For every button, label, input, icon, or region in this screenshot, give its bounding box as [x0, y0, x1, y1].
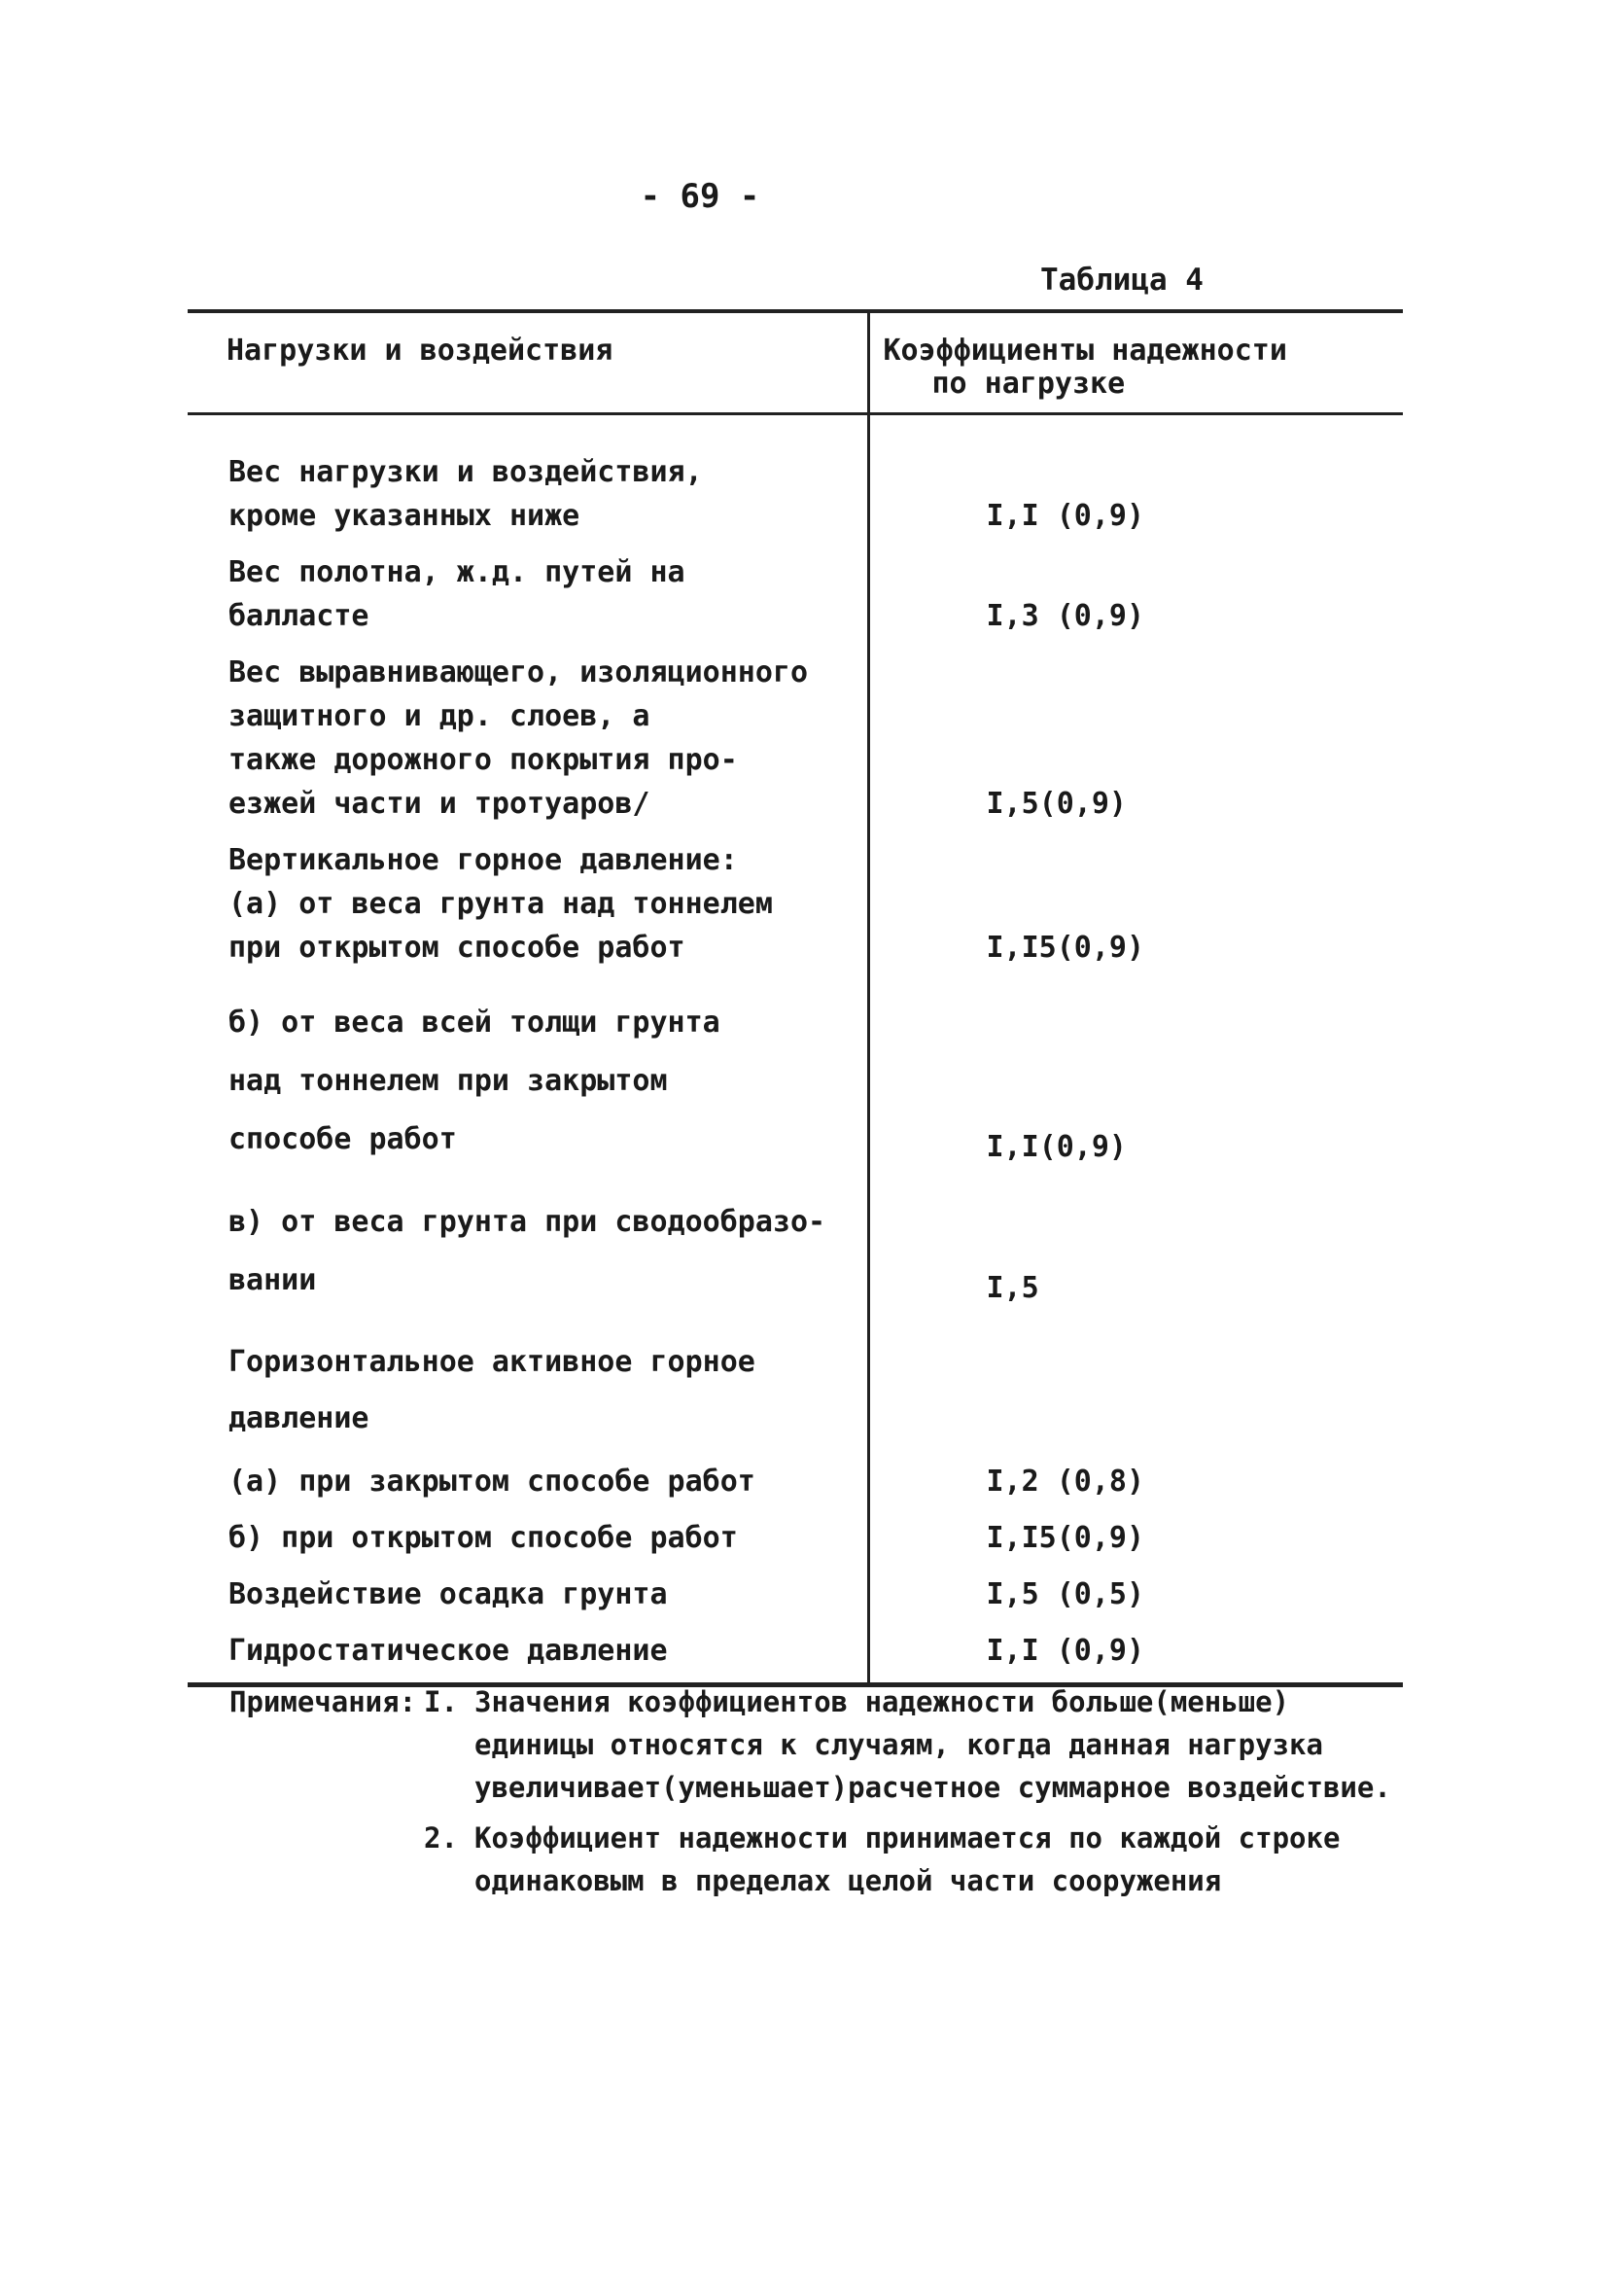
load-coefficient: I,2 (0,8) [868, 1448, 1403, 1504]
table-header-row [188, 311, 1403, 414]
load-coefficient: I,3 (0,9) [868, 539, 1403, 639]
table-row [188, 827, 1403, 971]
load-name: Вертикальное горное давление: (а) от веса грунта над тоннелем при открытом способе работ [228, 843, 773, 965]
load-coefficient: I,I (0,9) [868, 1617, 1403, 1685]
table-row [188, 1561, 1403, 1617]
table-row [188, 1448, 1403, 1504]
notes [229, 1680, 1396, 1902]
note-item [229, 1680, 1396, 1809]
table-row [188, 1311, 1403, 1448]
load-name: Воздействие осадка грунта [228, 1577, 668, 1611]
load-coefficient: I,I(0,9) [868, 971, 1403, 1170]
note-number: 2. [424, 1821, 458, 1854]
table-caption: Таблица 4 [1040, 263, 1204, 298]
loads-table-container [188, 309, 1403, 1687]
load-name: в) от веса грунта при сводообразо- вании [228, 1205, 826, 1297]
table-row [188, 539, 1403, 639]
load-name: Вес нагрузки и воздействия, кроме указанных ниже [228, 455, 703, 533]
header-loads: Нагрузки и воздействия [227, 334, 613, 368]
load-coefficient: I,5(0,9) [868, 639, 1403, 827]
table-row [188, 639, 1403, 827]
loads-table [188, 309, 1403, 1687]
load-name: Вес полотна, ж.д. путей на балласте [228, 555, 685, 633]
load-name: (а) при закрытом способе работ [228, 1465, 755, 1499]
table-row [188, 1617, 1403, 1685]
page-number: - 69 - [640, 177, 760, 216]
table-row [188, 1170, 1403, 1311]
load-name: б) от веса всей толщи грунта над тоннелем при закрытом способе работ [228, 1006, 720, 1156]
note-number: I. [424, 1685, 458, 1718]
load-coefficient: I,5 (0,5) [868, 1561, 1403, 1617]
note-text: Значения коэффициентов надежности больше(меньше) единицы относятся к случаям, когда данная нагрузка увеличивает(уменьшает)расчетное суммарное воздействие. [474, 1685, 1391, 1804]
header-coefficients-line1: Коэффициенты надежности [883, 334, 1287, 368]
load-name: б) при открытом способе работ [228, 1521, 738, 1555]
load-coefficient: I,I5(0,9) [868, 1504, 1403, 1561]
table-row [188, 1504, 1403, 1561]
load-coefficient [868, 1311, 1403, 1448]
load-name: Вес выравнивающего, изоляционного защитного и др. слоев, а также дорожного покрытия про- езжей части и тротуаров/ [228, 655, 809, 821]
header-coefficients [868, 311, 1403, 414]
table-row [188, 414, 1403, 540]
load-coefficient: I,I (0,9) [868, 414, 1403, 540]
load-name: Гидростатическое давление [228, 1634, 668, 1668]
table-row [188, 971, 1403, 1170]
header-coefficients-line2: по нагрузке [931, 367, 1126, 401]
load-coefficient: I,I5(0,9) [868, 827, 1403, 971]
notes-label: Примечания: [229, 1685, 417, 1718]
load-name: Горизонтальное активное горное давление [228, 1345, 755, 1435]
note-text: Коэффициент надежности принимается по каждой строке одинаковым в пределах целой части сооружения [474, 1821, 1341, 1897]
note-item [229, 1817, 1396, 1902]
load-coefficient: I,5 [868, 1170, 1403, 1311]
